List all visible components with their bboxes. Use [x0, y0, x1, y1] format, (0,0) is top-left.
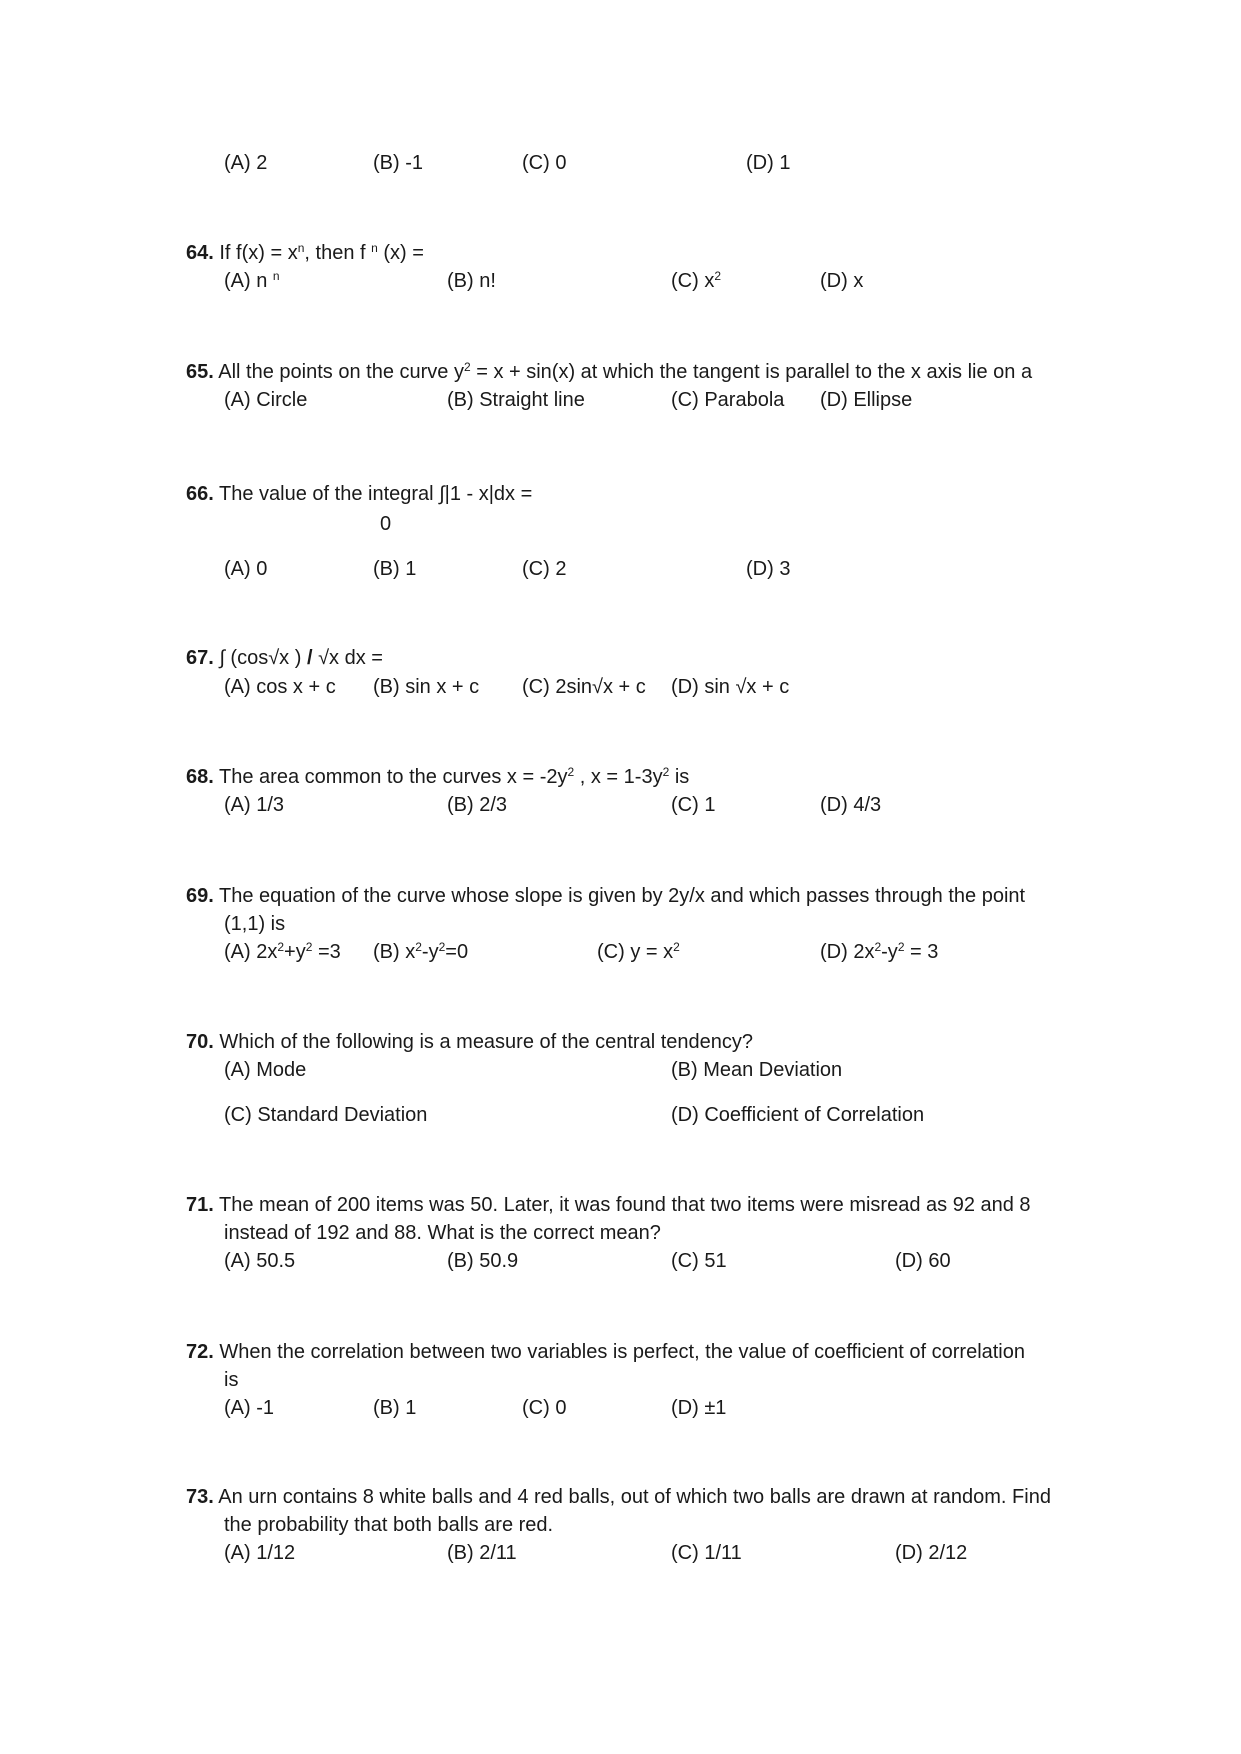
q68-number: 68.: [186, 766, 214, 788]
q64-option-d: (D) x: [820, 270, 864, 292]
q66-option-a: (A) 0: [224, 558, 268, 580]
q66-option-d: (D) 3: [746, 558, 791, 580]
q66-stem: 66. The value of the integral ∫|1 - x|dx =: [186, 483, 533, 505]
q69-option-b: (B) $x^2-y^2=0$: [373, 940, 469, 963]
q70-option-b: (B) Mean Deviation: [671, 1059, 843, 1081]
q69-option-a: (A) $2x^2+y^2 =3$: [224, 940, 341, 963]
q71-option-d: (D) 60: [895, 1250, 951, 1272]
q65-option-a: (A) Circle: [224, 389, 308, 411]
q71-option-c: (C) 51: [671, 1250, 727, 1272]
q70-option-a: (A) Mode: [224, 1059, 307, 1081]
q65-option-c: (C) Parabola: [671, 389, 785, 411]
q67-option-c: (C) 2sin√x + c: [522, 676, 646, 698]
q70-option-c: (C) Standard Deviation: [224, 1104, 428, 1126]
q68-option-c: (C) 1: [671, 794, 716, 816]
q63-option-d: (D) 1: [746, 152, 791, 174]
q66-option-b: (B) 1: [373, 558, 417, 580]
q66-number: 66.: [186, 483, 214, 505]
q69-stem-line2: (1,1) is: [224, 913, 286, 935]
q67-option-a: (A) cos x + c: [224, 676, 336, 698]
q71-option-b: (B) 50.9: [447, 1250, 519, 1272]
q73-stem-line1: 73. An urn contains 8 white balls and 4 red balls, out of which two balls are drawn at random. Find: [186, 1486, 1051, 1508]
q72-option-b: (B) 1: [373, 1397, 417, 1419]
q73-stem-line2: the probability that both balls are red.: [224, 1514, 554, 1536]
q64-option-a: (A) n $^n$: [224, 269, 280, 292]
q73-option-d: (D) 2/12: [895, 1542, 968, 1564]
q65-number: 65.: [186, 361, 214, 383]
q68-stem: 68. The area common to the curves $x = -2y^2$ , $x = 1-3y^2$ is: [186, 765, 690, 788]
q65-stem: 65. All the points on the curve $y^2 = x + \sin(x)$ at which the tangent is parallel to the x axis lie on a: [186, 360, 1033, 383]
q69-option-c: (C) $y = x^2$: [597, 940, 680, 963]
q70-number: 70.: [186, 1031, 214, 1053]
q64-option-c: (C) $x^2$: [671, 269, 722, 292]
q71-stem-line2: instead of 192 and 88. What is the correct mean?: [224, 1222, 661, 1244]
q67-number: 67.: [186, 647, 214, 669]
q63-option-a: (A) 2: [224, 152, 268, 174]
q73-option-a: (A) 1/12: [224, 1542, 296, 1564]
q63-option-b: (B) -1: [373, 152, 423, 174]
q67-option-d: (D) sin √x + c: [671, 676, 790, 698]
q73-option-c: (C) 1/11: [671, 1542, 742, 1564]
q63-option-c: (C) 0: [522, 152, 567, 174]
q71-number: 71.: [186, 1194, 214, 1216]
q69-number: 69.: [186, 885, 214, 907]
q69-option-d: (D) $2x^2-y^2 = 3$: [820, 940, 939, 963]
q67-option-b: (B) sin x + c: [373, 676, 480, 698]
q73-option-b: (B) 2/11: [447, 1542, 517, 1564]
q71-option-a: (A) 50.5: [224, 1250, 296, 1272]
q72-option-a: (A) -1: [224, 1397, 274, 1419]
q71-stem-line1: 71. The mean of 200 items was 50. Later, it was found that two items were misread as 92 and 8: [186, 1194, 1031, 1216]
q69-stem-line1: 69. The equation of the curve whose slope is given by 2y/x and which passes through the point: [186, 885, 1026, 907]
q68-option-a: (A) 1/3: [224, 794, 285, 816]
q65-option-b: (B) Straight line: [447, 389, 585, 411]
q72-number: 72.: [186, 1341, 214, 1363]
q66-integral-lower-limit: 0: [380, 513, 392, 535]
q72-stem-line1: 72. When the correlation between two variables is perfect, the value of coefficient of correlation: [186, 1341, 1025, 1363]
q68-option-d: (D) 4/3: [820, 794, 882, 816]
q65-option-d: (D) Ellipse: [820, 389, 913, 411]
q70-option-d: (D) Coefficient of Correlation: [671, 1104, 925, 1126]
q72-stem-line2: is: [224, 1369, 239, 1391]
q72-option-d: (D) ±1: [671, 1397, 727, 1419]
q68-option-b: (B) 2/3: [447, 794, 508, 816]
q64-option-b: (B) n!: [447, 270, 496, 292]
q67-stem: 67. ∫ (cos√x ) / √x dx =: [186, 647, 383, 669]
q73-number: 73.: [186, 1486, 214, 1508]
q66-option-c: (C) 2: [522, 558, 567, 580]
q64-number: 64.: [186, 242, 214, 264]
q64-stem: 64. If $f(x) = x^n$, then f $^n$ (x) =: [186, 241, 424, 264]
q70-stem: 70. Which of the following is a measure of the central tendency?: [186, 1031, 753, 1053]
q72-option-c: (C) 0: [522, 1397, 567, 1419]
